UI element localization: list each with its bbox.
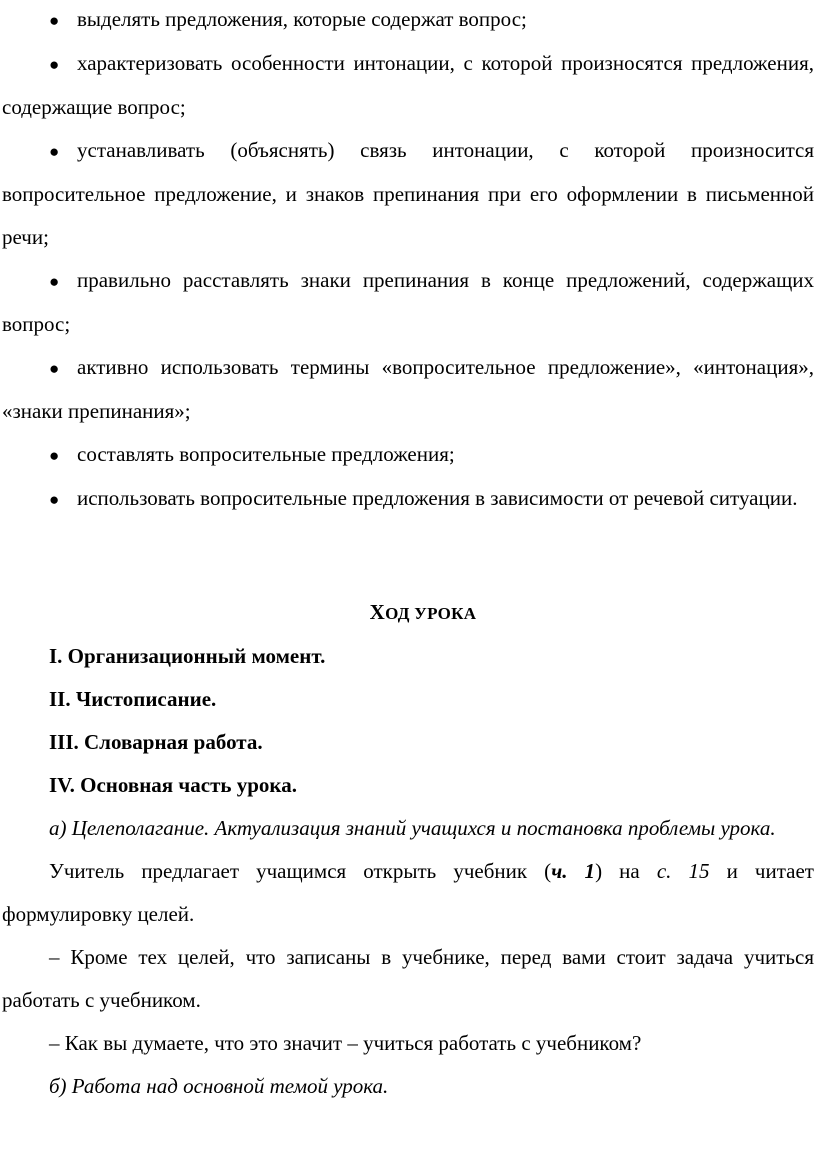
section-calligraphy: II. Чистописание. (49, 687, 217, 711)
paragraph-text: Учитель предлагает учащимся открыть учебник ( (49, 859, 552, 883)
lesson-heading (2, 591, 814, 635)
bullet-icon: ● (49, 359, 60, 378)
section-organizational: I. Организационный момент. (49, 644, 326, 668)
goals-list (2, 0, 814, 521)
list-item (2, 477, 814, 521)
paragraph-text: и читает формулировку целей. (2, 859, 814, 926)
paragraph-task: – Кроме тех целей, что записаны в учебнике, перед вами стоит задача учиться работать с учебником. (2, 945, 814, 1012)
heading-rest: ОД УРОКА (385, 604, 477, 623)
list-item-text: составлять вопросительные предложения; (77, 442, 455, 466)
bullet-icon: ● (49, 55, 60, 74)
textbook-part: ч. 1 (551, 859, 596, 883)
list-item-text: использовать вопросительные предложения в зависимости от речевой ситуации. (77, 486, 798, 510)
subsection-goal-setting: а) Целеполагание. Актуализация знаний учащихся и постановка проблемы урока. (49, 816, 776, 840)
bullet-icon: ● (49, 446, 60, 465)
section-vocabulary: III. Словарная работа. (49, 730, 263, 754)
paragraph-question: – Как вы думаете, что это значит – учиться работать с учебником? (49, 1031, 642, 1055)
textbook-page: с. 15 (656, 859, 710, 883)
list-item-text: правильно расставлять знаки препинания в конце предложений, содержащих вопрос; (2, 268, 814, 336)
paragraph-textbook (2, 850, 814, 936)
list-item-text: выделять предложения, которые содержат вопрос; (77, 7, 527, 31)
list-item (2, 433, 814, 477)
bullet-icon: ● (49, 490, 60, 509)
section-main-part: IV. Основная часть урока. (49, 773, 297, 797)
list-item (2, 259, 814, 346)
list-item (2, 129, 814, 259)
list-item (2, 346, 814, 433)
subsection-main-topic: б) Работа над основной темой урока. (49, 1074, 389, 1098)
heading-cap: Х (369, 600, 386, 624)
list-item-text: активно использовать термины «вопросительное предложение», «интонация», «знаки препинания»; (2, 355, 814, 423)
list-item-text: устанавливать (объяснять) связь интонации, с которой произносится вопросительное предложение, и знаков препинания при его оформлении в письменной речи; (2, 138, 814, 249)
paragraph-text: ) на (595, 859, 657, 883)
bullet-icon: ● (49, 142, 60, 161)
list-item (2, 42, 814, 129)
bullet-icon: ● (49, 11, 60, 30)
spacer (2, 521, 814, 563)
list-item (2, 0, 814, 42)
bullet-icon: ● (49, 272, 60, 291)
list-item-text: характеризовать особенности интонации, с которой произносятся предложения, содержащие вопрос; (2, 51, 814, 119)
